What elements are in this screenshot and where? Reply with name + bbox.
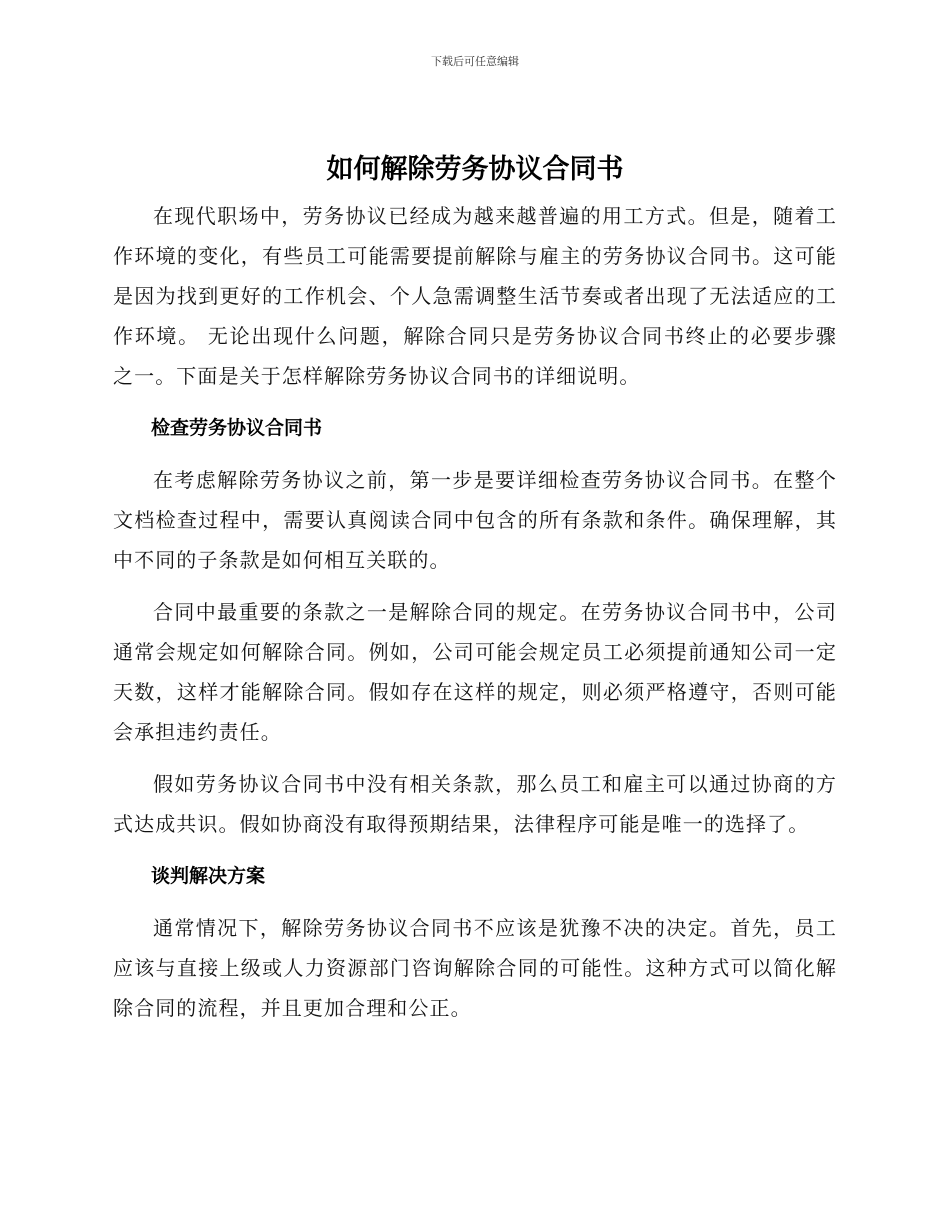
section-paragraph: 通常情况下，解除劳务协议合同书不应该是犹豫不决的决定。首先，员工应该与直接上级或人力资源部门咨询解除合同的可能性。这种方式可以简化解除合同的流程，并且更加合理和公正。 [113, 916, 837, 1020]
intro-paragraph: 在现代职场中，劳务协议已经成为越来越普遍的用工方式。但是，随着工作环境的变化，有些员工可能需要提前解除与雇主的劳务协议合同书。这可能是因为找到更好的工作机会、个人急需调整生活节奏或者出现了无法适应的工作环境。 无论出现什么问题，解除合同只是劳务协议合同书终止的必要步骤之一。下面是关于怎样解除劳务协议合同书的详细说明。 [113, 204, 837, 388]
header-note: 下载后可任意编辑 [431, 55, 519, 68]
section-heading: 谈判解决方案 [151, 865, 266, 887]
section-paragraph: 假如劳务协议合同书中没有相关条款，那么员工和雇主可以通过协商的方式达成共识。假如协商没有取得预期结果，法律程序可能是唯一的选择了。 [113, 772, 837, 836]
section-check-contract [113, 408, 837, 844]
section-paragraph: 合同中最重要的条款之一是解除合同的规定。在劳务协议合同书中，公司通常会规定如何解除合同。例如，公司可能会规定员工必须提前通知公司一定天数，这样才能解除合同。假如存在这样的规定，则必须严格遵守，否则可能会承担违约责任。 [113, 600, 837, 744]
section-paragraph: 在考虑解除劳务协议之前，第一步是要详细检查劳务协议合同书。在整个文档检查过程中，需要认真阅读合同中包含的所有条款和条件。确保理解，其中不同的子条款是如何相互关联的。 [113, 468, 837, 572]
section-heading: 检查劳务协议合同书 [151, 417, 323, 439]
document-body [113, 150, 837, 1028]
document-title: 如何解除劳务协议合同书 [326, 154, 624, 185]
section-negotiate-solution [113, 856, 837, 1028]
